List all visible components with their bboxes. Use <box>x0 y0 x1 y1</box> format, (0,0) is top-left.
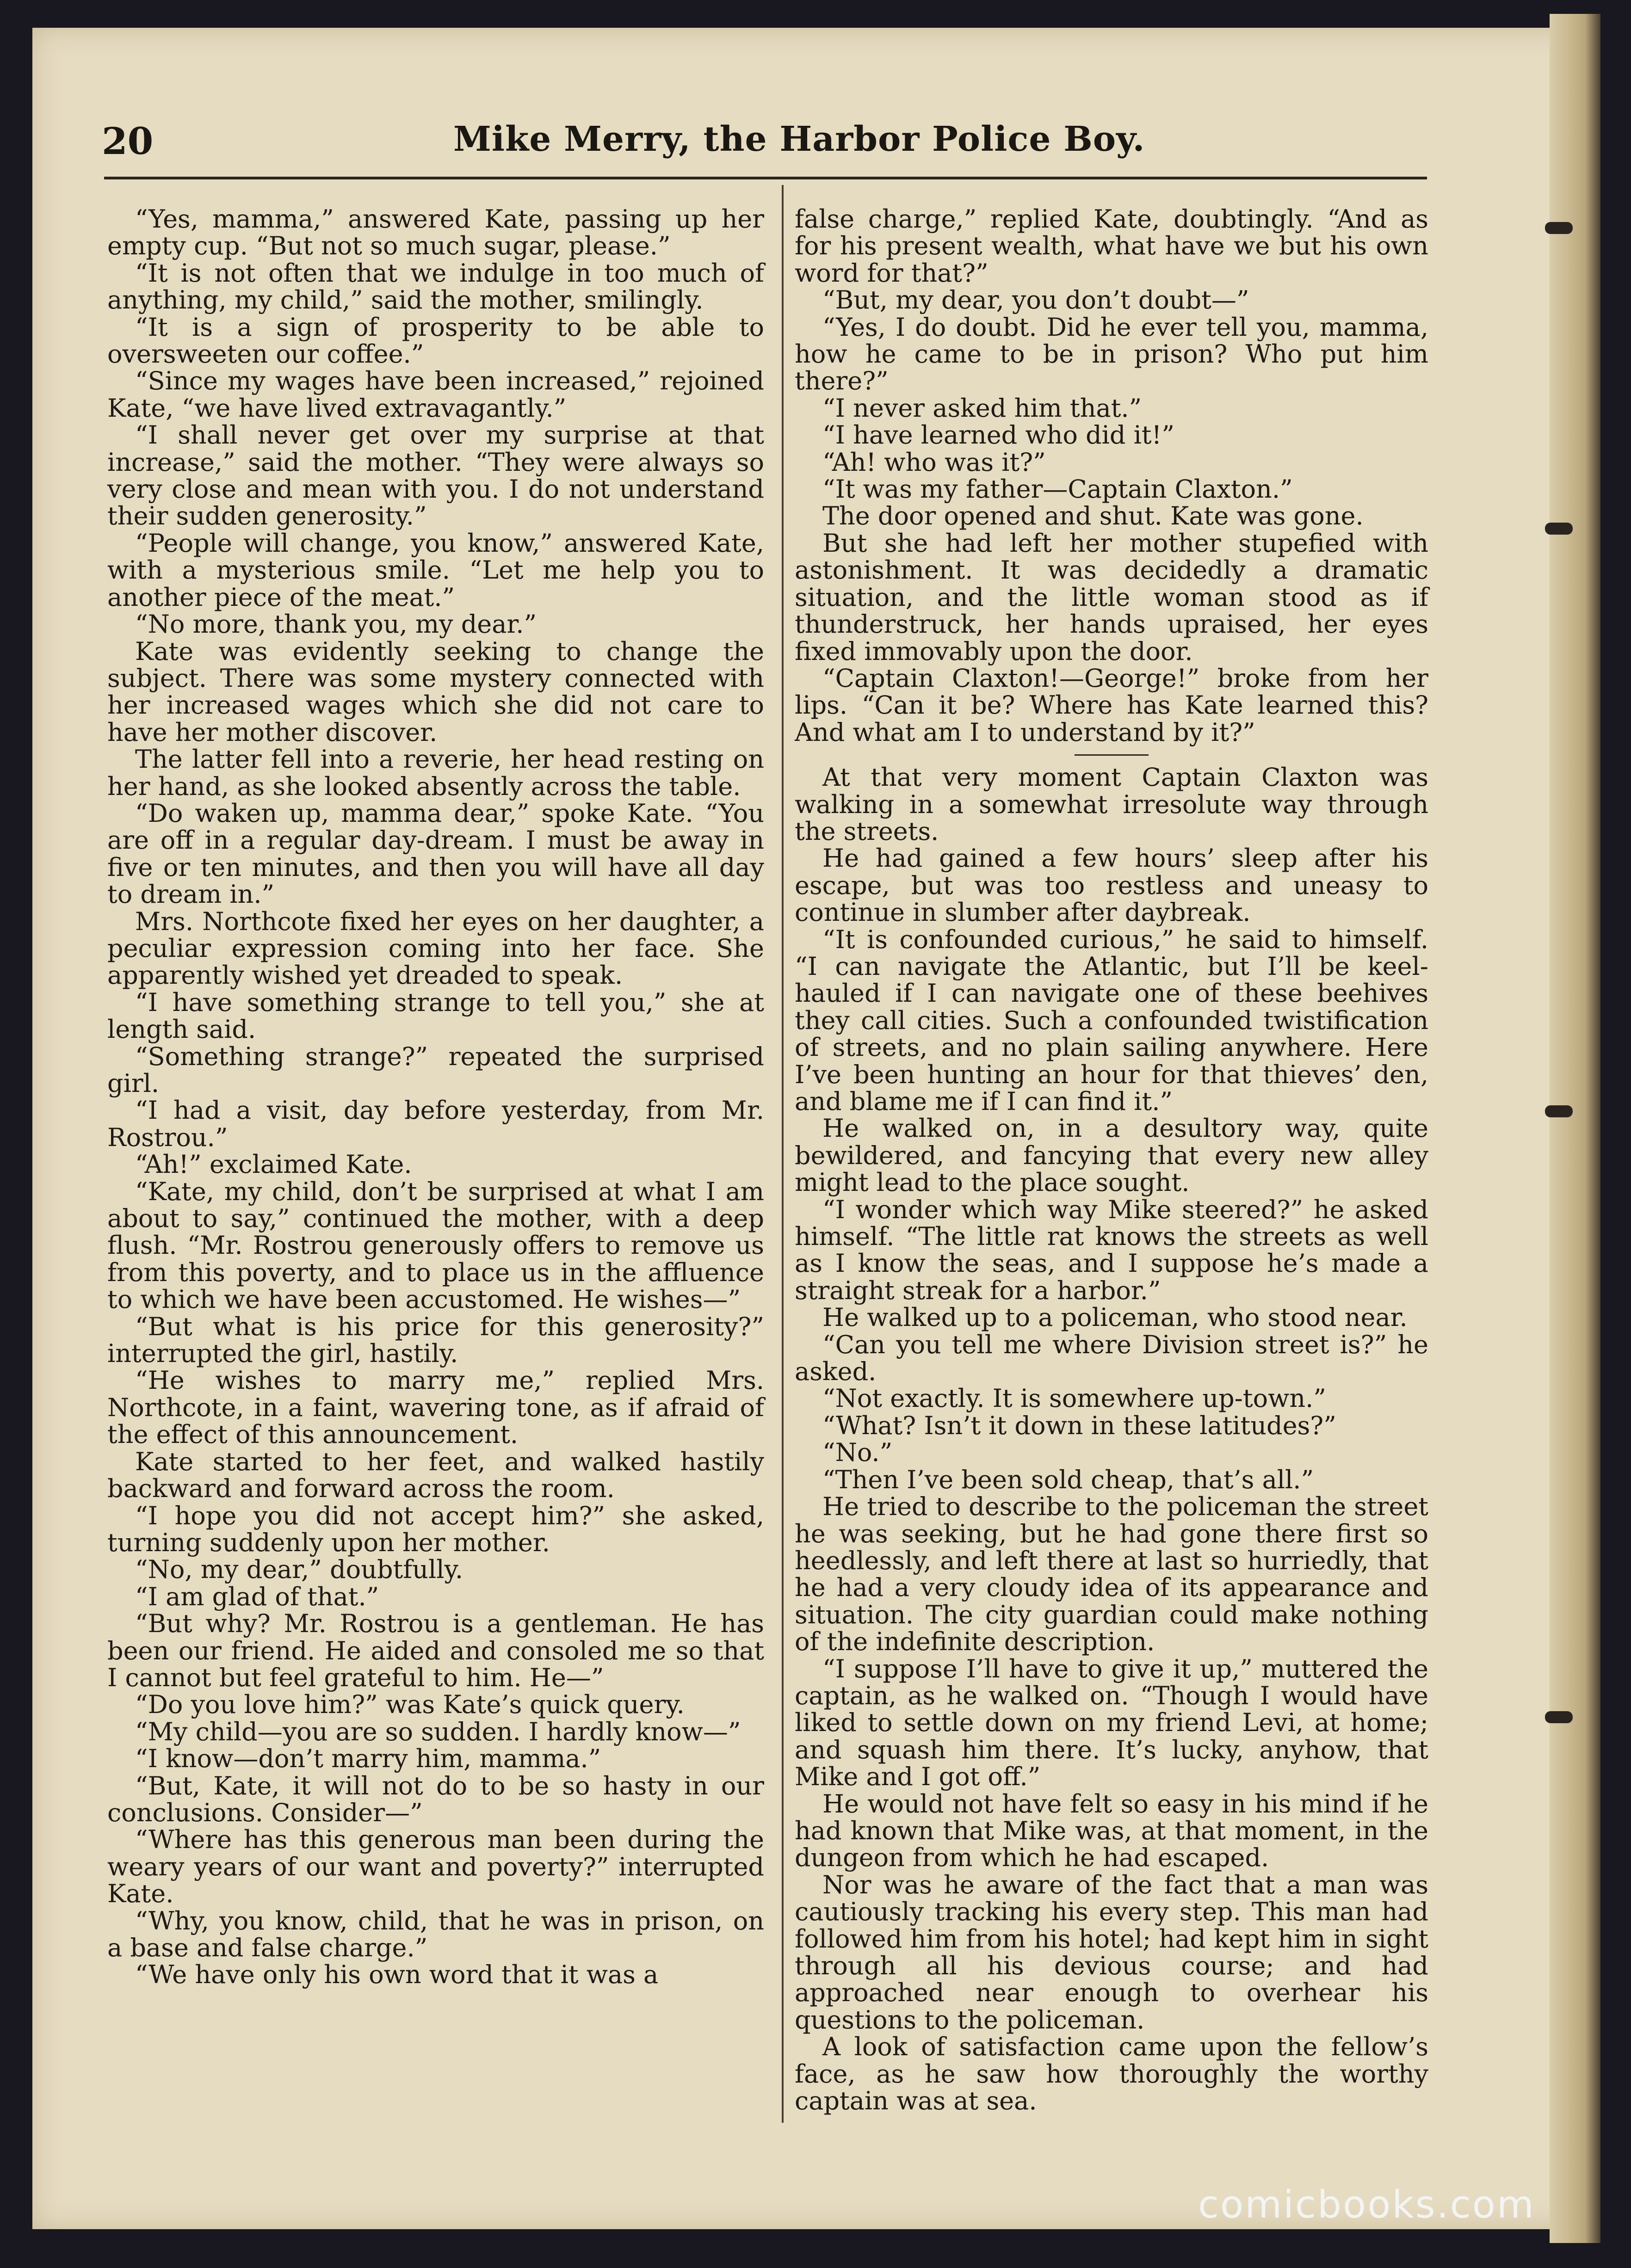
paragraph: Nor was he aware of the fact that a man was cautiously tracking his every step. This man had followed him from his hotel; had kept him in sight through all his devious course; and had approached near enough to overhear his questions to the policeman. <box>795 1870 1428 2034</box>
paragraph: “He wishes to marry me,” replied Mrs. Northcote, in a faint, wavering tone, as if afraid of the effect of this announcement. <box>107 1366 764 1449</box>
paragraph: “Do you love him?” was Kate’s quick query. <box>135 1690 685 1719</box>
paragraph: “I had a visit, day before yesterday, from Mr. Rostrou.” <box>107 1096 764 1152</box>
paragraph: “Yes, mamma,” answered Kate, passing up her empty cup. “But not so much sugar, please.” <box>107 204 764 261</box>
paragraph: Mrs. Northcote fixed her eyes on her daughter, a peculiar expression coming into her face. She apparently wished yet dreaded to speak. <box>107 906 764 990</box>
paragraph: Kate was evidently seeking to change the subject. There was some mystery connected with her increased wages which she did not care to have her mother discover. <box>107 636 764 747</box>
paragraph: “Kate, my child, don’t be surprised at what I am about to say,” continued the mother, with a deep flush. “Mr. Rostrou generously offers to remove us from this poverty, and to place us in the affluence to which we have been accustomed. He wishes—” <box>107 1177 764 1314</box>
paragraph: “Ah!” exclaimed Kate. <box>135 1150 412 1179</box>
header-rule <box>104 177 1427 179</box>
binding-stitch <box>1545 222 1573 234</box>
paragraph: “I wonder which way Mike steered?” he asked himself. “The little rat knows the streets as well as I know the seas, and I suppose he’s made a straight streak for a harbor.” <box>795 1195 1428 1305</box>
paragraph: “No, my dear,” doubtfully. <box>135 1555 463 1584</box>
paragraph: “But what is his price for this generosity?” interrupted the girl, hastily. <box>107 1312 764 1368</box>
paragraph: false charge,” replied Kate, doubtingly. “And as for his present wealth, what have we but his own word for that?” <box>795 204 1428 288</box>
paragraph: “Why, you know, child, that he was in prison, on a base and false charge.” <box>107 1906 764 1962</box>
paragraph: “My child—you are so sudden. I hardly know—” <box>135 1717 741 1746</box>
paragraph: “I know—don’t marry him, mamma.” <box>135 1744 601 1774</box>
right-column-section-1 <box>795 206 1428 746</box>
page-header <box>102 119 1425 175</box>
paragraph: He tried to describe to the policeman the street he was seeking, but he had gone there first so heedlessly, and left there at last so hurriedly, that he had a very cloudy idea of its appearance and situation. The city guardian could make nothing of the indefinite description. <box>795 1492 1428 1657</box>
paragraph: “I have something strange to tell you,” she at length said. <box>107 987 764 1044</box>
paragraph: “Do waken up, mamma dear,” spoke Kate. “You are off in a regular day-dream. I must be away in five or ten minutes, and then you will have all day to dream in.” <box>107 798 764 909</box>
paragraph: “No.” <box>822 1438 893 1467</box>
page-spine <box>1550 14 1600 2243</box>
paragraph: At that very moment Captain Claxton was walking in a somewhat irresolute way through the streets. <box>795 763 1428 846</box>
paragraph: “I am glad of that.” <box>135 1582 379 1611</box>
paragraph: “Captain Claxton!—George!” broke from her lips. “Can it be? Where has Kate learned this? And what am I to understand by it?” <box>795 663 1428 747</box>
paragraph: “Can you tell me where Division street is?” he asked. <box>795 1330 1428 1387</box>
right-column <box>795 206 1428 2114</box>
paragraph: “It is confounded curious,” he said to himself. “I can navigate the Atlantic, but I’ll be keel-hauled if I can navigate one of these beehives they call cities. Such a confounded twistification of streets, and no plain sailing anywhere. Here I’ve been hunting an hour for that thieves’ den, and blame me if I can find it.” <box>795 924 1428 1116</box>
paragraph: “Yes, I do doubt. Did he ever tell you, mamma, how he came to be in prison? Who put him there?” <box>795 312 1428 396</box>
paragraph: “But, my dear, you don’t doubt—” <box>822 285 1249 315</box>
paragraph: “I have learned who did it!” <box>822 420 1174 450</box>
paragraph: “No more, thank you, my dear.” <box>135 610 537 639</box>
paragraph: “Since my wages have been increased,” rejoined Kate, “we have lived extravagantly.” <box>107 366 764 423</box>
paragraph: “I hope you did not accept him?” she asked, turning suddenly upon her mother. <box>107 1501 764 1557</box>
page-number: 20 <box>102 119 154 163</box>
paragraph: The door opened and shut. Kate was gone. <box>822 501 1364 531</box>
left-column <box>107 206 764 1989</box>
paragraph: “Ah! who was it?” <box>822 447 1046 477</box>
paragraph: “I suppose I’ll have to give it up,” muttered the captain, as he walked on. “Though I would have liked to settle down on my friend Levi, at home; and squash him there. It’s lucky, anyhow, that Mike and I got off.” <box>795 1654 1428 1792</box>
paragraph: “But, Kate, it will not do to be so hasty in our conclusions. Consider—” <box>107 1771 764 1827</box>
paragraph: “It is not often that we indulge in too much of anything, my child,” said the mother, smilingly. <box>107 258 764 315</box>
running-title: Mike Merry, the Harbor Police Boy. <box>453 119 1145 159</box>
paragraph: “People will change, you know,” answered Kate, with a mysterious smile. “Let me help you to another piece of the meat.” <box>107 528 764 612</box>
paragraph: He walked up to a policeman, who stood near. <box>822 1303 1408 1332</box>
binding-stitch <box>1545 1711 1573 1723</box>
paragraph: “It was my father—Captain Claxton.” <box>822 475 1293 504</box>
paragraph: “Not exactly. It is somewhere up-town.” <box>822 1384 1326 1413</box>
paragraph: A look of satisfaction came upon the fellow’s face, as he saw how thoroughly the worthy captain was at sea. <box>795 2032 1428 2116</box>
paragraph: “Something strange?” repeated the surprised girl. <box>107 1042 764 1098</box>
section-separator <box>1075 754 1149 756</box>
paragraph: He had gained a few hours’ sleep after his escape, but was too restless and uneasy to continue in slumber after daybreak. <box>795 844 1428 927</box>
binding-stitch <box>1545 523 1573 535</box>
paragraph: He would not have felt so easy in his mind if he had known that Mike was, at that moment, in the dungeon from which he had escaped. <box>795 1789 1428 1873</box>
paragraph: “We have only his own word that it was a <box>135 1960 659 1990</box>
watermark: comicbooks.com <box>1198 2183 1535 2227</box>
paragraph: He walked on, in a desultory way, quite bewildered, and fancying that every new alley might lead to the place sought. <box>795 1114 1428 1197</box>
right-column-section-2 <box>795 764 1428 2114</box>
paragraph: “Where has this generous man been during the weary years of our want and poverty?” interrupted Kate. <box>107 1825 764 1909</box>
binding-stitch <box>1545 1105 1573 1117</box>
paragraph: “I never asked him that.” <box>822 393 1142 423</box>
paragraph: “Then I’ve been sold cheap, that’s all.” <box>822 1465 1314 1494</box>
paragraph: But she had left her mother stupefied with astonishment. It was decidedly a dramatic situation, and the little woman stood as if thunderstruck, her hands upraised, her eyes fixed immovably upon the door. <box>795 528 1428 666</box>
paragraph: The latter fell into a reverie, her head resting on her hand, as she looked absently across the table. <box>107 745 764 801</box>
paragraph: “I shall never get over my surprise at that increase,” said the mother. “They were always so very close and mean with you. I do not understand their sudden generosity.” <box>107 420 764 531</box>
paragraph: “It is a sign of prosperity to be able to oversweeten our coffee.” <box>107 312 764 369</box>
column-divider <box>782 185 784 2123</box>
paragraph: Kate started to her feet, and walked hastily backward and forward across the room. <box>107 1447 764 1504</box>
paragraph: “But why? Mr. Rostrou is a gentleman. He has been our friend. He aided and consoled me so that I cannot but feel grateful to him. He—” <box>107 1609 764 1692</box>
paragraph: “What? Isn’t it down in these latitudes?” <box>822 1411 1336 1440</box>
